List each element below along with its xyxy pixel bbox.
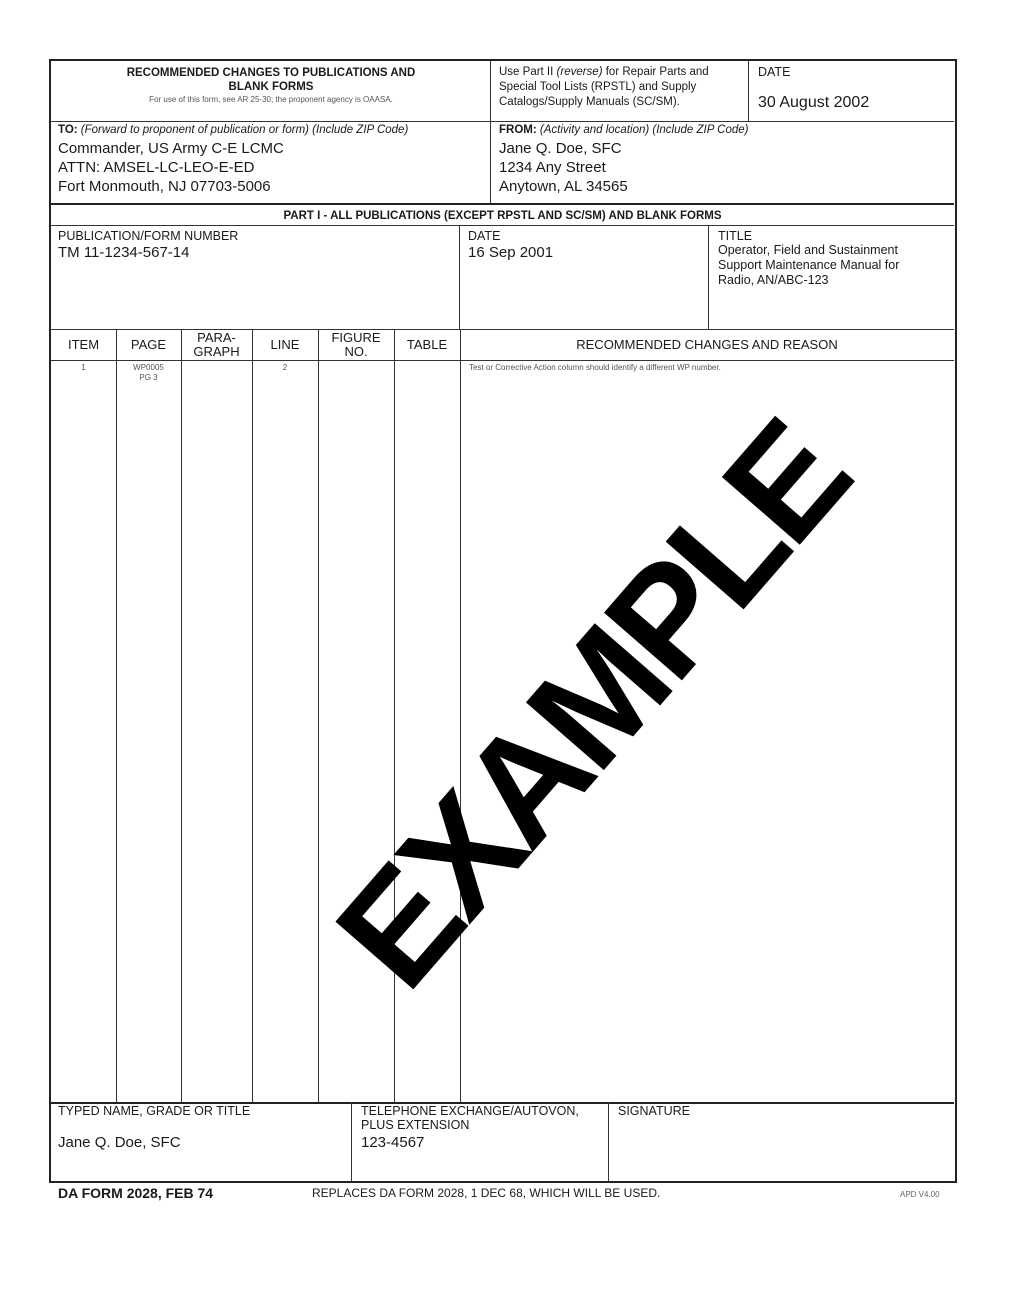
row-line: 2 xyxy=(282,363,288,372)
column-divider xyxy=(116,329,117,1102)
col-header-item: ITEM xyxy=(67,337,100,352)
divider xyxy=(748,61,749,121)
divider xyxy=(51,121,954,122)
divider xyxy=(51,225,954,226)
to-address-field[interactable]: Commander, US Army C-E LCMC ATTN: AMSEL-LC-LEO-E-ED Fort Monmouth, NJ 07703-5006 xyxy=(58,140,284,195)
pub-number-label: PUBLICATION/FORM NUMBER xyxy=(58,229,239,243)
divider xyxy=(490,121,491,203)
part1-heading: PART I - ALL PUBLICATIONS (EXCEPT RPSTL AND SC/SM) AND BLANK FORMS xyxy=(283,210,722,222)
use-part-ii-note: Use Part II (reverse) for Repair Parts and Special Tool Lists (RPSTL) and Supply Catalogs/Supply Manuals (SC/SM). xyxy=(499,66,709,108)
divider xyxy=(608,1102,609,1182)
pub-title-label: TITLE xyxy=(718,229,753,243)
form-title-line2: BLANK FORMS xyxy=(228,81,314,93)
form-id: DA FORM 2028, FEB 74 xyxy=(58,1185,214,1201)
pub-date-field[interactable]: 16 Sep 2001 xyxy=(468,244,554,261)
column-divider xyxy=(181,329,182,1102)
telephone-label: TELEPHONE EXCHANGE/AUTOVON, PLUS EXTENSION xyxy=(361,1104,579,1132)
column-divider xyxy=(460,329,461,1102)
form-subtitle: For use of this form, see AR 25-30; the proponent agency is OAASA. xyxy=(149,95,393,104)
column-divider xyxy=(252,329,253,1102)
header-date-field[interactable]: 30 August 2002 xyxy=(758,94,870,111)
replaces-note: REPLACES DA FORM 2028, 1 DEC 68, WHICH WILL BE USED. xyxy=(312,1186,661,1200)
divider xyxy=(51,329,954,330)
form-title xyxy=(51,66,491,94)
divider xyxy=(351,1102,352,1182)
signature-label: SIGNATURE xyxy=(618,1104,690,1118)
form-title-line1: RECOMMENDED CHANGES TO PUBLICATIONS AND xyxy=(126,67,416,79)
example-watermark: EXAMPLE xyxy=(304,392,880,1018)
version-label: APD V4.00 xyxy=(900,1190,940,1199)
from-address-field[interactable]: Jane Q. Doe, SFC 1234 Any Street Anytown, AL 34565 xyxy=(499,140,628,195)
typed-name-field[interactable]: Jane Q. Doe, SFC xyxy=(58,1134,181,1151)
telephone-field[interactable]: 123-4567 xyxy=(361,1134,425,1151)
to-label: TO: (Forward to proponent of publication or form) (Include ZIP Code) xyxy=(58,124,409,136)
row-reason: Test or Corrective Action column should identify a different WP number. xyxy=(469,363,721,372)
col-header-figure: FIGURE NO. xyxy=(331,330,381,359)
divider xyxy=(51,203,954,205)
da-form-2028 xyxy=(49,59,957,1183)
col-header-paragraph: PARA- GRAPH xyxy=(193,330,240,359)
row-page: WP0005 PG 3 xyxy=(133,363,164,382)
col-header-changes: RECOMMENDED CHANGES AND REASON xyxy=(576,337,838,352)
row-item: 1 xyxy=(81,363,86,372)
col-header-table: TABLE xyxy=(406,337,448,352)
divider xyxy=(490,61,491,121)
divider xyxy=(51,360,954,361)
col-header-line: LINE xyxy=(270,337,300,352)
divider xyxy=(459,225,460,329)
divider xyxy=(708,225,709,329)
col-header-page: PAGE xyxy=(130,337,167,352)
pub-date-label: DATE xyxy=(468,229,501,243)
header-date-label: DATE xyxy=(758,65,791,79)
column-divider xyxy=(318,329,319,1102)
pub-number-field[interactable]: TM 11-1234-567-14 xyxy=(58,244,190,261)
from-label: FROM: (Activity and location) (Include ZIP Code) xyxy=(499,124,749,136)
pub-title-field[interactable]: Operator, Field and Sustainment Support Maintenance Manual for Radio, AN/ABC-123 xyxy=(718,243,900,287)
typed-name-label: TYPED NAME, GRADE OR TITLE xyxy=(58,1104,251,1118)
signature-field[interactable] xyxy=(618,1121,948,1176)
